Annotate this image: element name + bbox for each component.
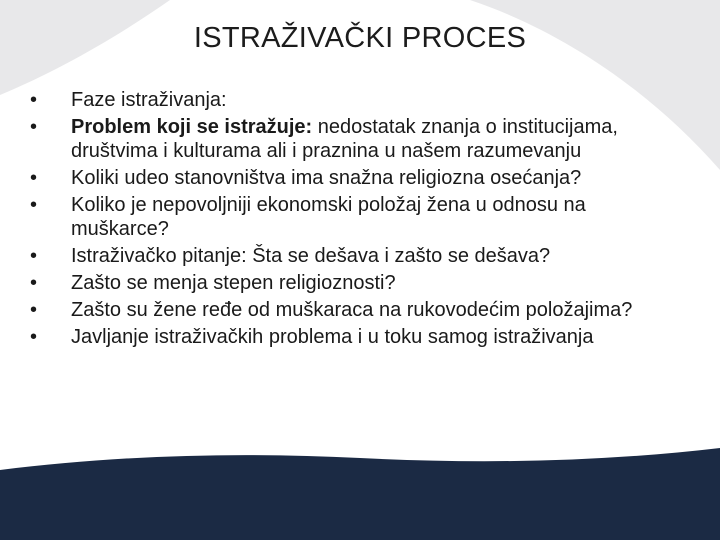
bullet-glyph: • [30, 167, 38, 189]
bullet-item [30, 115, 670, 163]
slide-title: ISTRAŽIVAČKI PROCES [193, 22, 527, 54]
bullet-text: Zašto su žene ređe od muškaraca na rukovodećim položajima? [71, 299, 633, 321]
bullet-text: Zašto se menja stepen religioznosti? [71, 272, 396, 294]
bullet-glyph: • [30, 272, 38, 294]
bullet-glyph: • [30, 326, 38, 348]
bullet-glyph: • [30, 194, 38, 216]
bullet-text: nedostatak znanja o institucijama, društvima i kulturama ali i praznina u našem razumevanju [71, 116, 618, 162]
bullet-item [30, 88, 670, 112]
bullet-item [30, 271, 670, 295]
bullet-item [30, 325, 670, 349]
bullet-item [30, 298, 670, 322]
footer-wave [0, 448, 720, 540]
bullet-glyph: • [30, 89, 38, 111]
bullet-text: Istraživačko pitanje: Šta se dešava i zašto se dešava? [71, 245, 551, 267]
bullet-text: Koliko je nepovoljniji ekonomski položaj žena u odnosu na muškarce? [71, 194, 586, 240]
bullet-glyph: • [30, 299, 38, 321]
bullet-bold-text: Problem koji se istražuje: [71, 116, 313, 138]
bullet-glyph: • [30, 116, 38, 138]
bullet-text: Javljanje istraživačkih problema i u toku samog istraživanja [71, 326, 594, 348]
bullet-text: Koliki udeo stanovništva ima snažna religiozna osećanja? [71, 167, 582, 189]
bullet-glyph: • [30, 245, 38, 267]
bullet-item [30, 166, 670, 190]
bullet-text: Faze istraživanja: [71, 89, 227, 111]
bullet-item [30, 193, 670, 241]
bullet-list [30, 88, 670, 352]
bullet-item [30, 244, 670, 268]
